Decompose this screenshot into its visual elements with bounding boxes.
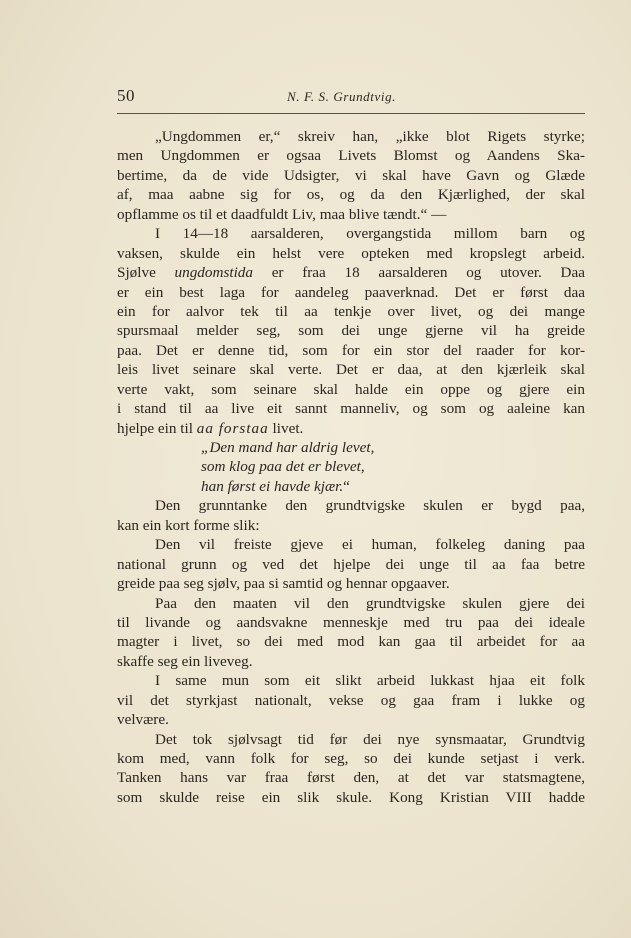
text-line: velvære. xyxy=(117,711,169,729)
text-line: ein for aalvor tek til aa tenkje over livet, og dei mange xyxy=(117,302,585,320)
text-line: kom med, vann folk for seg, so dei kunde setjast i verk. xyxy=(117,750,585,767)
text-line: af, maa aabne sig for os, og da den Kjærlighed, der skal xyxy=(117,186,585,204)
emphasis: ungdomstida xyxy=(174,264,253,282)
running-head xyxy=(117,86,585,108)
text-line: vil det styrkjast nationalt, vekse og gaa fram i lukke og xyxy=(117,691,585,709)
text-line: I 14—18 aarsalderen, overgangstida millom barn og xyxy=(155,225,585,243)
text-line: national grunn og ved det hjelpe dei unge til aa faa betre xyxy=(117,555,585,573)
text-line: greide paa seg sjølv, paa si samtid og hennar opgaaver. xyxy=(117,575,450,593)
text-line xyxy=(117,419,585,438)
verse-line: som klog paa det er blevet, xyxy=(201,458,365,476)
text-line: paa. Det er denne tid, som for ein stor del raader for kor- xyxy=(117,341,585,359)
text-line: Paa den maaten vil den grundtvigske skulen gjere dei xyxy=(155,594,585,612)
text-line xyxy=(117,263,585,282)
text-line: som skulde reise ein slik skule. Kong Kristian VIII hadde xyxy=(117,788,585,806)
text-line: Den vil freiste gjeve ei human, folkeleg daning paa xyxy=(155,536,585,554)
running-title: N. F. S. Grundtvig. xyxy=(287,89,397,104)
text-line: kan ein kort forme slik: xyxy=(117,516,260,534)
text-line: verte vakt, som seinare skal halde ein oppe og gjere ein xyxy=(117,380,585,398)
body-text xyxy=(117,127,585,807)
text-line: er ein best laga for aandeleg paaverknad. Det er først daa xyxy=(117,283,585,301)
text-line: til livande og aandsvakne menneskje med tru paa dei ideale xyxy=(117,613,585,631)
text-line: skaffe seg ein liveveg. xyxy=(117,652,253,670)
text-line: „Ungdommen er,“ skreiv han, „ikke blot Rigets styrke; xyxy=(155,128,585,145)
verse-line xyxy=(117,477,585,496)
text-line: Den grunntanke den grundtvigske skulen er bygd paa, xyxy=(155,497,585,515)
verse-line: „Den mand har aldrig levet, xyxy=(201,439,375,456)
header-rule xyxy=(117,113,585,114)
text-line: spursmaal melder seg, som dei unge gjerne vil ha greide xyxy=(117,322,585,340)
text-line: bertime, da de vide Udsigter, vi skal have Gavn og Glæde xyxy=(117,166,585,184)
text-line: Det tok sjølvsagt tid før dei nye synsmaatar, Grundtvig xyxy=(155,730,585,748)
closing-quote: “ xyxy=(343,477,350,495)
text-fragment: livet. xyxy=(268,419,304,437)
verse-fragment: han først ei havde kjær. xyxy=(201,477,344,495)
text-line: magter i livet, so dei med mod kan gaa til arbeidet for aa xyxy=(117,633,585,651)
text-line: i stand til aa live eit sannt manneliv, og som og aaleine kan xyxy=(117,400,585,418)
text-line: opflamme os til et daadfuldt Liv, maa blive tændt.“ — xyxy=(117,205,447,223)
text-line: men Ungdommen er ogsaa Livets Blomst og Aandens Ska- xyxy=(117,147,585,165)
text-line: Tanken hans var fraa først den, at det var statsmagtene, xyxy=(117,769,585,787)
text-fragment: hjelpe ein til xyxy=(117,419,197,437)
emphasis: aa forstaa xyxy=(196,419,269,437)
text-fragment: er fraa 18 aarsalderen og utover. Daa xyxy=(253,264,585,282)
page-number: 50 xyxy=(117,86,135,105)
text-line: leis livet seinare skal verte. Det er daa, at den kjærleik skal xyxy=(117,361,585,379)
text-fragment: Sjølve xyxy=(117,264,175,282)
text-line: I same mun som eit slikt arbeid lukkast hjaa eit folk xyxy=(155,672,585,690)
text-line: vaksen, skulde ein helst vere opteken med kropslegt arbeid. xyxy=(117,244,585,262)
